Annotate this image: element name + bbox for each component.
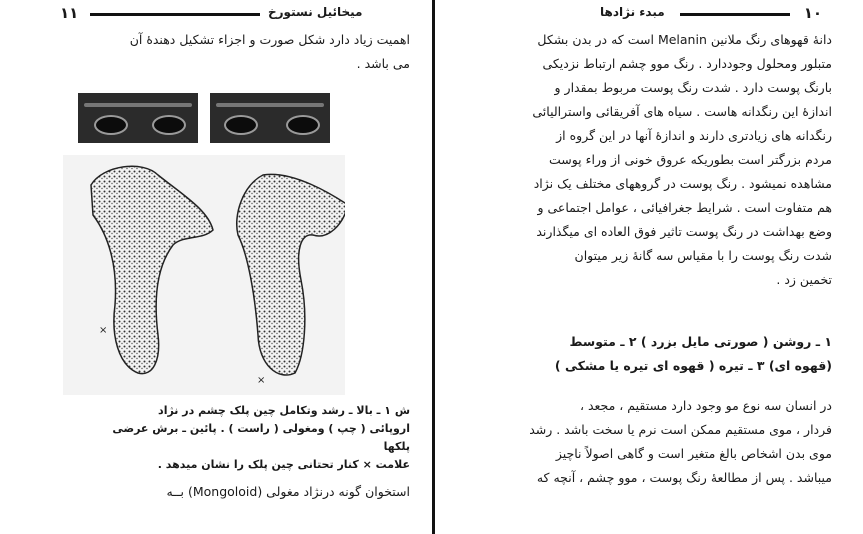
left-page bbox=[48, 0, 418, 534]
eye-photo-right bbox=[210, 93, 330, 143]
left-page-number: ۱۱ bbox=[60, 4, 79, 22]
eyelid-section-left bbox=[91, 166, 213, 373]
skin-color-scale bbox=[492, 330, 832, 378]
list-line: ۱ ـ روشن ( صورتی مایل بزرد ) ۲ ـ متوسط bbox=[569, 334, 832, 349]
text-line: شدت رنگ پوست را با مقیاس سه گانهٔ زیر میتوان bbox=[574, 248, 832, 263]
text-line: تخمین زد . bbox=[776, 272, 832, 287]
eye-photos bbox=[78, 93, 330, 143]
right-running-title: مبدء نژادها bbox=[600, 5, 665, 19]
text-line: بارنگ پوست دارد . شدت رنگ پوست مربوط بمقدار و bbox=[554, 80, 832, 95]
eye-photo-left bbox=[78, 93, 198, 143]
header-rule bbox=[680, 13, 790, 16]
svg-text:×: × bbox=[99, 325, 108, 336]
list-line: (قهوه ای) ۳ ـ تیره ( قهوه ای تیره یا مشکی ) bbox=[554, 358, 832, 373]
text-line: دانهٔ قهوهای رنگ ملانین Melanin است که در بدن بشکل bbox=[537, 32, 832, 47]
right-page-number: ۱۰ bbox=[803, 4, 822, 22]
caption-line: ش ۱ ـ بالا ـ رشد وتکامل چین پلک چشم در نژاد bbox=[158, 404, 410, 417]
text-line: موی بدن اشخاص بالغ متغیر است و گاهی اصولاً ناچیز bbox=[555, 446, 832, 461]
text-line: مشاهده نمیشود . رنگ پوست در گروههای مختلف یک نژاد bbox=[533, 176, 832, 191]
text-line: مردم بزرگتر است بطوریکه عروق خونی از وراء پوست bbox=[548, 152, 832, 167]
book-gutter bbox=[432, 0, 435, 534]
text-line: رنگدانه های زیادتری دارند و اندازهٔ آنها در این گروه از bbox=[556, 128, 832, 143]
text-line: اهمیت زیاد دارد شکل صورت و اجزاء تشکیل دهندهٔ آن bbox=[129, 32, 410, 47]
eyelid-cross-section-figure bbox=[63, 155, 345, 395]
text-line: متبلور ومحلول وجوددارد . رنگ موو چشم ارتباط نزدیکی bbox=[542, 56, 832, 71]
text-line: هم متفاوت است . شرایط جغرافیائی ، عوامل اجتماعی و bbox=[537, 200, 832, 215]
hair-types-paragraph bbox=[492, 394, 832, 490]
text-line: اندازهٔ این رنگدانه هاست . سیاه های آفریقائی واسترالیائی bbox=[532, 104, 832, 119]
text-line: میباشد . پس از مطالعهٔ رنگ پوست ، موو چشم ، آنچه که bbox=[536, 470, 832, 485]
left-running-title: میخائیل نستورخ bbox=[268, 5, 363, 19]
caption-line: علامت × کنار تحتانی چین پلک را نشان میدهد . bbox=[157, 458, 410, 471]
figure-caption bbox=[100, 402, 410, 474]
left-footer-text bbox=[80, 480, 410, 504]
text-line: وضع بهداشت در رنگ پوست تاثیر فوق العاده ای میگذارند bbox=[536, 224, 832, 239]
eyelid-section-right bbox=[237, 174, 345, 375]
left-body-text bbox=[80, 28, 410, 76]
text-line: استخوان گونه درنژاد مغولی (Mongoloid) بــه bbox=[166, 484, 410, 499]
header-rule bbox=[90, 13, 260, 16]
text-line: می باشد . bbox=[356, 56, 410, 71]
right-page-header bbox=[470, 4, 840, 26]
text-line: در انسان سه نوع مو وجود دارد مستقیم ، مجعد ، bbox=[579, 398, 832, 413]
left-page-header bbox=[48, 4, 418, 26]
svg-text:×: × bbox=[257, 375, 266, 386]
caption-line: اروپائی ( چپ ) ومغولی ( راست ) . پائین ـ برش عرضی پلکها bbox=[112, 422, 410, 453]
right-body-text bbox=[492, 28, 832, 292]
text-line: فردار ، موی مستقیم ممکن است نرم یا سخت باشد . رشد bbox=[529, 422, 832, 437]
right-page bbox=[470, 0, 840, 534]
